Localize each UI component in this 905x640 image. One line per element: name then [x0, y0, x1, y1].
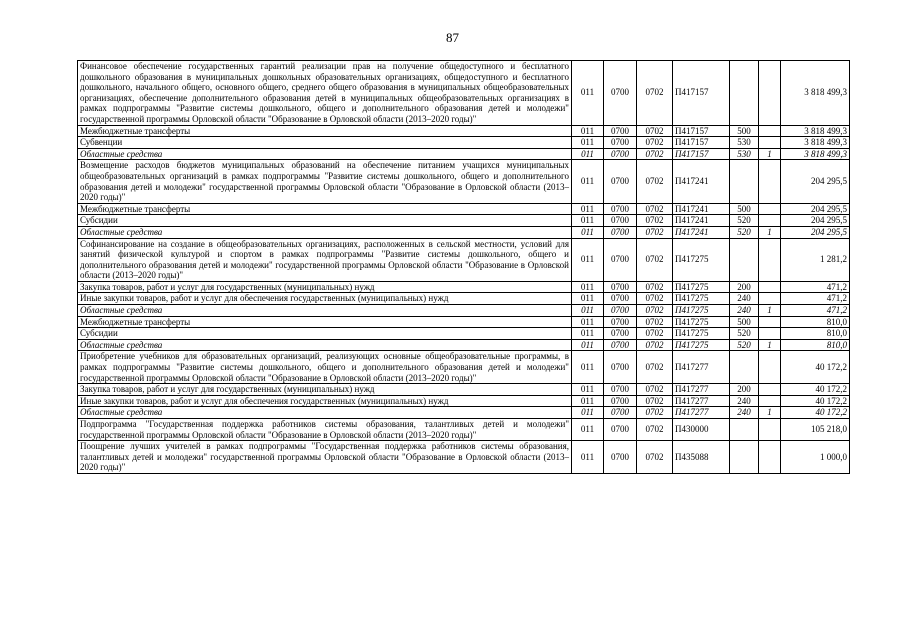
- cell-amount: 204 295,5: [781, 203, 850, 215]
- budget-table-body: [78, 61, 850, 474]
- table-row: [78, 316, 850, 328]
- table-row: [78, 203, 850, 215]
- cell-subsection-code: 0702: [637, 305, 673, 317]
- cell-ministry-code: 011: [572, 293, 604, 305]
- row-description: Закупка товаров, работ и услуг для государственных (муниципальных) нужд: [78, 384, 572, 396]
- cell-section-code: 0700: [604, 148, 637, 160]
- row-description: Финансовое обеспечение государственных гарантий реализации прав на получение общедоступного и бесплатного дошкольного образования в муниципальных дошкольных образовательных организациях, общедоступного и бесплатного дошкольного, начального общего, основного общего, среднего общего образования в муниципальных общеобразовательных организациях, обеспечение дополнительного образования детей в муниципальных общеобразовательных организациях в рамках подпрограммы "Развитие системы дошкольного, общего и дополнительного образования детей и молодежи" государственной программы Орловской области "Образование в Орловской области (2013–2020 годы)": [78, 61, 572, 126]
- cell-section-code: 0700: [604, 226, 637, 238]
- cell-expense-type: [730, 61, 759, 126]
- table-row: [78, 281, 850, 293]
- cell-subsection-code: 0702: [637, 316, 673, 328]
- cell-expense-type: 200: [730, 281, 759, 293]
- row-description: Закупка товаров, работ и услуг для государственных (муниципальных) нужд: [78, 281, 572, 293]
- cell-expense-type: [730, 441, 759, 474]
- cell-section-code: 0700: [604, 419, 637, 441]
- cell-funding-source: 1: [759, 226, 781, 238]
- cell-expense-type: 520: [730, 226, 759, 238]
- cell-subsection-code: 0702: [637, 407, 673, 419]
- row-description: Иные закупки товаров, работ и услуг для обеспечения государственных (муниципальных) нужд: [78, 395, 572, 407]
- cell-amount: 3 818 499,3: [781, 148, 850, 160]
- cell-subsection-code: 0702: [637, 441, 673, 474]
- budget-table: [77, 60, 850, 474]
- cell-funding-source: [759, 281, 781, 293]
- cell-amount: 204 295,5: [781, 160, 850, 203]
- cell-subsection-code: 0702: [637, 293, 673, 305]
- cell-section-code: 0700: [604, 305, 637, 317]
- table-row: [78, 395, 850, 407]
- cell-subsection-code: 0702: [637, 148, 673, 160]
- table-row: [78, 441, 850, 474]
- cell-section-code: 0700: [604, 160, 637, 203]
- cell-subsection-code: 0702: [637, 419, 673, 441]
- cell-subsection-code: 0702: [637, 203, 673, 215]
- cell-target-article: П417241: [673, 203, 730, 215]
- cell-amount: 204 295,5: [781, 226, 850, 238]
- table-row: [78, 125, 850, 137]
- cell-target-article: П417275: [673, 305, 730, 317]
- row-description: Межбюджетные трансферты: [78, 316, 572, 328]
- cell-funding-source: [759, 203, 781, 215]
- cell-expense-type: 240: [730, 395, 759, 407]
- cell-target-article: П417275: [673, 293, 730, 305]
- cell-amount: 810,0: [781, 328, 850, 340]
- cell-expense-type: 520: [730, 328, 759, 340]
- cell-subsection-code: 0702: [637, 226, 673, 238]
- cell-ministry-code: 011: [572, 281, 604, 293]
- cell-amount: 3 818 499,3: [781, 61, 850, 126]
- cell-target-article: П417275: [673, 238, 730, 281]
- cell-funding-source: 1: [759, 305, 781, 317]
- cell-amount: 471,2: [781, 281, 850, 293]
- cell-expense-type: 520: [730, 215, 759, 227]
- table-row: [78, 137, 850, 149]
- cell-section-code: 0700: [604, 407, 637, 419]
- row-description: Областные средства: [78, 339, 572, 351]
- cell-target-article: П417275: [673, 281, 730, 293]
- cell-target-article: П417275: [673, 339, 730, 351]
- cell-target-article: П417277: [673, 395, 730, 407]
- table-row: [78, 328, 850, 340]
- row-description: Подпрограмма "Государственная поддержка работников системы образования, талантливых детей и молодежи" государственной программы Орловской области "Образование в Орловской области (2013–2020 годы)": [78, 419, 572, 441]
- cell-section-code: 0700: [604, 203, 637, 215]
- row-description: Областные средства: [78, 226, 572, 238]
- cell-funding-source: 1: [759, 339, 781, 351]
- cell-expense-type: 530: [730, 137, 759, 149]
- row-description: Субсидии: [78, 215, 572, 227]
- cell-section-code: 0700: [604, 281, 637, 293]
- cell-ministry-code: 011: [572, 305, 604, 317]
- table-row: [78, 160, 850, 203]
- cell-subsection-code: 0702: [637, 395, 673, 407]
- cell-target-article: П417157: [673, 61, 730, 126]
- cell-ministry-code: 011: [572, 419, 604, 441]
- cell-target-article: П417241: [673, 160, 730, 203]
- cell-subsection-code: 0702: [637, 215, 673, 227]
- cell-funding-source: [759, 328, 781, 340]
- cell-amount: 40 172,2: [781, 395, 850, 407]
- cell-ministry-code: 011: [572, 384, 604, 396]
- cell-subsection-code: 0702: [637, 137, 673, 149]
- cell-ministry-code: 011: [572, 125, 604, 137]
- cell-subsection-code: 0702: [637, 125, 673, 137]
- cell-expense-type: 530: [730, 148, 759, 160]
- cell-ministry-code: 011: [572, 316, 604, 328]
- row-description: Субсидии: [78, 328, 572, 340]
- cell-expense-type: 500: [730, 316, 759, 328]
- cell-funding-source: [759, 125, 781, 137]
- cell-expense-type: 500: [730, 125, 759, 137]
- cell-ministry-code: 011: [572, 148, 604, 160]
- cell-ministry-code: 011: [572, 339, 604, 351]
- cell-target-article: П435088: [673, 441, 730, 474]
- row-description: Поощрение лучших учителей в рамках подпрограммы "Государственная поддержка работников системы образования, талантливых детей и молодежи" государственной программы Орловской области "Образование в Орловской области (2013–2020 годы)": [78, 441, 572, 474]
- cell-expense-type: [730, 351, 759, 384]
- table-row: [78, 215, 850, 227]
- cell-expense-type: 200: [730, 384, 759, 396]
- table-row: [78, 226, 850, 238]
- cell-ministry-code: 011: [572, 328, 604, 340]
- cell-amount: 40 172,2: [781, 384, 850, 396]
- cell-funding-source: 1: [759, 407, 781, 419]
- cell-amount: 471,2: [781, 305, 850, 317]
- cell-expense-type: [730, 419, 759, 441]
- cell-funding-source: [759, 215, 781, 227]
- cell-section-code: 0700: [604, 384, 637, 396]
- row-description: Межбюджетные трансферты: [78, 203, 572, 215]
- table-row: [78, 293, 850, 305]
- cell-expense-type: 240: [730, 293, 759, 305]
- cell-target-article: П417157: [673, 148, 730, 160]
- cell-amount: 1 000,0: [781, 441, 850, 474]
- cell-funding-source: 1: [759, 148, 781, 160]
- cell-expense-type: 240: [730, 305, 759, 317]
- table-row: [78, 339, 850, 351]
- cell-section-code: 0700: [604, 293, 637, 305]
- cell-section-code: 0700: [604, 395, 637, 407]
- row-description: Областные средства: [78, 407, 572, 419]
- cell-ministry-code: 011: [572, 351, 604, 384]
- cell-amount: 471,2: [781, 293, 850, 305]
- cell-section-code: 0700: [604, 215, 637, 227]
- cell-funding-source: [759, 384, 781, 396]
- cell-target-article: П417241: [673, 215, 730, 227]
- cell-funding-source: [759, 137, 781, 149]
- cell-target-article: П417277: [673, 351, 730, 384]
- cell-funding-source: [759, 160, 781, 203]
- cell-amount: 810,0: [781, 316, 850, 328]
- cell-amount: 40 172,2: [781, 351, 850, 384]
- table-row: [78, 61, 850, 126]
- cell-subsection-code: 0702: [637, 384, 673, 396]
- cell-funding-source: [759, 351, 781, 384]
- cell-funding-source: [759, 61, 781, 126]
- row-description: Межбюджетные трансферты: [78, 125, 572, 137]
- cell-section-code: 0700: [604, 339, 637, 351]
- table-row: [78, 238, 850, 281]
- table-row: [78, 407, 850, 419]
- row-description: Возмещение расходов бюджетов муниципальных образований на обеспечение питанием учащихся муниципальных общеобразовательных организаций в рамках подпрограммы "Развитие системы дошкольного, общего и дополнительного образования детей и молодежи" государственной программы Орловской области "Образование в Орловской области (2013–2020 годы)": [78, 160, 572, 203]
- cell-ministry-code: 011: [572, 215, 604, 227]
- cell-amount: 810,0: [781, 339, 850, 351]
- cell-ministry-code: 011: [572, 226, 604, 238]
- cell-ministry-code: 011: [572, 160, 604, 203]
- cell-expense-type: 240: [730, 407, 759, 419]
- cell-funding-source: [759, 238, 781, 281]
- cell-ministry-code: 011: [572, 137, 604, 149]
- row-description: Субвенции: [78, 137, 572, 149]
- row-description: Приобретение учебников для образовательных организаций, реализующих основные общеобразовательные программы, в рамках подпрограммы "Развитие системы дошкольного, общего и дополнительного образования детей и молодежи" государственной программы Орловской области "Образование в Орловской области (2013–2020 годы)": [78, 351, 572, 384]
- cell-ministry-code: 011: [572, 407, 604, 419]
- cell-amount: 204 295,5: [781, 215, 850, 227]
- cell-target-article: П417157: [673, 137, 730, 149]
- cell-subsection-code: 0702: [637, 238, 673, 281]
- cell-funding-source: [759, 419, 781, 441]
- cell-target-article: П430000: [673, 419, 730, 441]
- table-row: [78, 305, 850, 317]
- cell-section-code: 0700: [604, 125, 637, 137]
- cell-subsection-code: 0702: [637, 61, 673, 126]
- cell-amount: 1 281,2: [781, 238, 850, 281]
- cell-subsection-code: 0702: [637, 328, 673, 340]
- cell-expense-type: [730, 238, 759, 281]
- cell-expense-type: 520: [730, 339, 759, 351]
- page-number: 87: [446, 30, 459, 45]
- table-row: [78, 351, 850, 384]
- cell-ministry-code: 011: [572, 203, 604, 215]
- cell-ministry-code: 011: [572, 441, 604, 474]
- row-description: Областные средства: [78, 148, 572, 160]
- cell-ministry-code: 011: [572, 395, 604, 407]
- cell-target-article: П417275: [673, 316, 730, 328]
- row-description: Иные закупки товаров, работ и услуг для обеспечения государственных (муниципальных) нужд: [78, 293, 572, 305]
- cell-funding-source: [759, 316, 781, 328]
- cell-section-code: 0700: [604, 238, 637, 281]
- cell-subsection-code: 0702: [637, 339, 673, 351]
- row-description: Софинансирование на создание в общеобразовательных организациях, расположенных в сельской местности, условий для занятий физической культурой и спортом в рамках подпрограммы "Развитие системы дошкольного, общего и дополнительного образования детей и молодежи" государственной программы Орловской области "Образование в Орловской области (2013–2020 годы)": [78, 238, 572, 281]
- cell-target-article: П417275: [673, 328, 730, 340]
- cell-funding-source: [759, 293, 781, 305]
- cell-expense-type: [730, 160, 759, 203]
- cell-amount: 3 818 499,3: [781, 137, 850, 149]
- cell-section-code: 0700: [604, 137, 637, 149]
- cell-subsection-code: 0702: [637, 160, 673, 203]
- cell-amount: 105 218,0: [781, 419, 850, 441]
- cell-section-code: 0700: [604, 316, 637, 328]
- cell-subsection-code: 0702: [637, 351, 673, 384]
- table-row: [78, 384, 850, 396]
- cell-expense-type: 500: [730, 203, 759, 215]
- cell-section-code: 0700: [604, 441, 637, 474]
- cell-subsection-code: 0702: [637, 281, 673, 293]
- cell-funding-source: [759, 395, 781, 407]
- cell-amount: 40 172,2: [781, 407, 850, 419]
- cell-target-article: П417277: [673, 384, 730, 396]
- cell-section-code: 0700: [604, 351, 637, 384]
- table-row: [78, 419, 850, 441]
- cell-ministry-code: 011: [572, 238, 604, 281]
- cell-target-article: П417277: [673, 407, 730, 419]
- cell-target-article: П417241: [673, 226, 730, 238]
- row-description: Областные средства: [78, 305, 572, 317]
- table-row: [78, 148, 850, 160]
- cell-ministry-code: 011: [572, 61, 604, 126]
- cell-section-code: 0700: [604, 61, 637, 126]
- cell-target-article: П417157: [673, 125, 730, 137]
- cell-amount: 3 818 499,3: [781, 125, 850, 137]
- cell-section-code: 0700: [604, 328, 637, 340]
- cell-funding-source: [759, 441, 781, 474]
